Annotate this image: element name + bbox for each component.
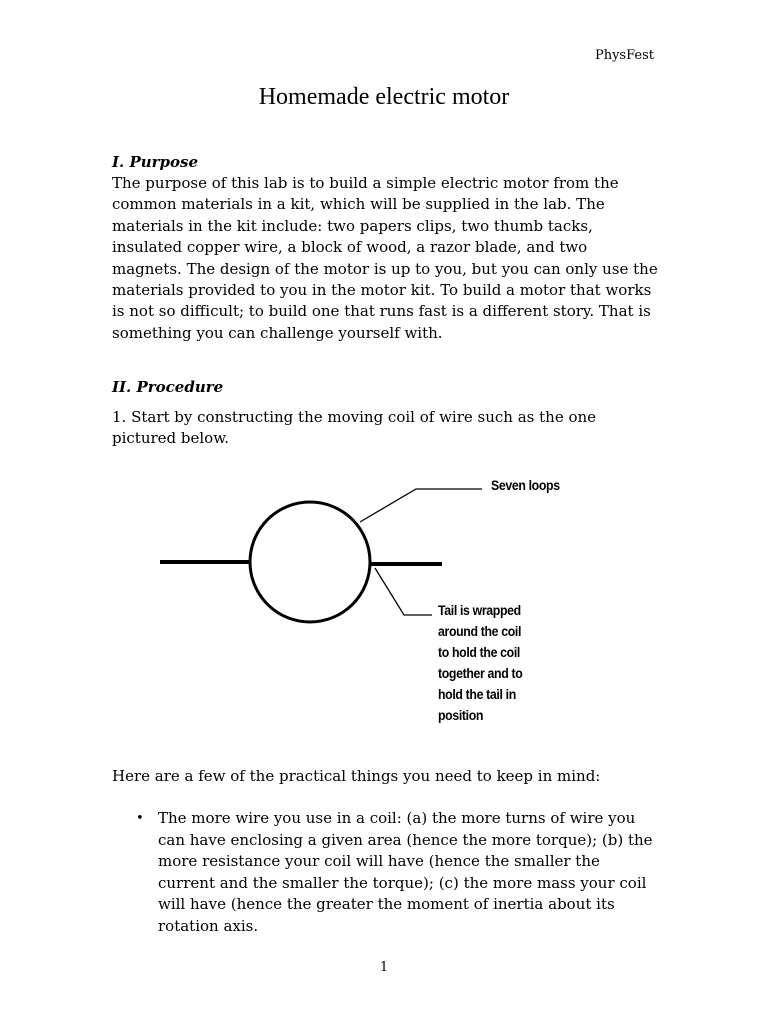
procedure-step-1: 1. Start by constructing the moving coil of wire such as the one pictured below. (112, 408, 597, 448)
loops-pointer-line (360, 489, 482, 522)
bullet-icon: • (136, 811, 144, 826)
procedure-heading: II. Procedure (112, 378, 224, 396)
tail-wrapped-label (438, 600, 522, 726)
list-item (112, 808, 658, 938)
purpose-paragraph: The purpose of this lab is to build a simple electric motor from the common materials in a kit, which will be supplied in the lab. The materials in the kit include: two papers clips, two thumb tacks, insulated copper wire, a block of wood, a razor blade, and two magnets. The design of the motor is up to you, but you can only use the materials provided to you in the motor kit. To build a motor that works is not so difficult; to build one that runs fast is a different story. That is something you can challenge yourself with. (112, 174, 658, 342)
bullet-list (112, 808, 658, 938)
purpose-heading: I. Purpose (112, 153, 199, 171)
purpose-section (112, 152, 658, 344)
coil-diagram (150, 468, 590, 730)
coil-loop (250, 502, 370, 622)
bullet-text: The more wire you use in a coil: (a) the more turns of wire you can have enclosing a given area (hence the more torque); (b) the more resistance your coil will have (hence the smaller the current and the smaller the torque); (c) the more mass your coil will have (hence the greater the moment of inertia about its rotation axis. (158, 809, 653, 935)
tail-label-line: hold the tail in (438, 686, 516, 702)
seven-loops-label: Seven loops (491, 477, 560, 493)
header-text: PhysFest (594, 48, 654, 63)
document-title: Homemade electric motor (258, 84, 510, 110)
tail-label-line: Tail is wrapped (438, 602, 521, 618)
tail-label-line: to hold the coil (438, 644, 520, 660)
keep-in-mind-text: Here are a few of the practical things you need to keep in mind: (112, 767, 601, 785)
tail-pointer-line (375, 568, 432, 615)
page-number: 1 (379, 960, 389, 975)
tail-label-line: together and to (438, 665, 523, 681)
tail-label-line: around the coil (438, 623, 522, 639)
procedure-section (112, 377, 658, 398)
tail-label-line: position (438, 707, 484, 723)
